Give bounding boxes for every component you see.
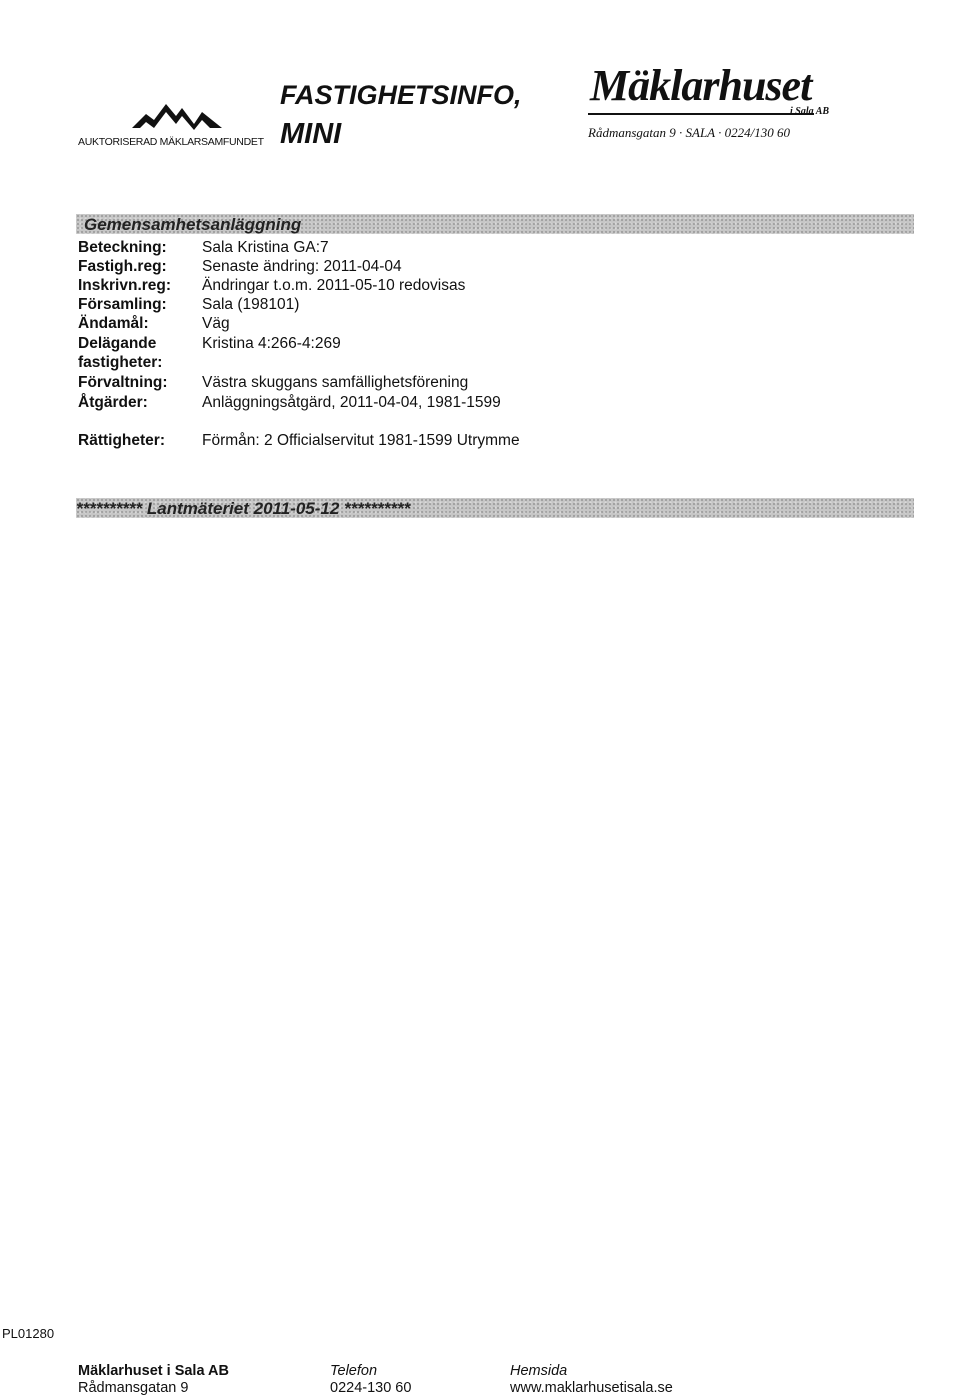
footer-web-label: Hemsida [510, 1363, 568, 1379]
info-row [78, 257, 918, 277]
footer-web-link[interactable]: www.maklarhusetisala.se [510, 1380, 673, 1396]
info-label: Åtgärder: [78, 394, 148, 411]
footer-phone-label: Telefon [330, 1363, 378, 1379]
section-title-bar [76, 214, 914, 234]
document-title: FASTIGHETSINFO, [280, 80, 522, 110]
info-row [78, 314, 918, 334]
footer-web [510, 1363, 673, 1397]
rights-value: Förmån: 2 Officialservitut 1981-1599 Utrymme [202, 432, 520, 449]
footer-phone-value: 0224-130 60 [330, 1380, 412, 1396]
footer-company-name: Mäklarhuset i Sala AB [78, 1363, 229, 1379]
info-row [78, 276, 918, 296]
info-label: fastigheter: [78, 354, 163, 371]
brand-address: Rådmansgatan 9 · SALA · 0224/130 60 [588, 125, 790, 140]
info-row [78, 393, 918, 413]
info-row [78, 334, 918, 354]
section-title: Gemensamhetsanläggning [84, 215, 302, 234]
footer-phone [330, 1363, 411, 1397]
info-row [78, 353, 918, 373]
info-value: Ändringar t.o.m. 2011-05-10 redovisas [202, 277, 466, 294]
brand-logo-text: Mäklarhuset [590, 61, 812, 110]
info-value: Sala (198101) [202, 296, 300, 313]
info-label: Delägande [78, 335, 157, 352]
info-value: Senaste ändring: 2011-04-04 [202, 258, 402, 275]
info-label: Förvaltning: [78, 374, 168, 391]
info-row [78, 295, 918, 315]
source-text: ********** Lantmäteriet 2011-05-12 ********** [76, 499, 411, 518]
brand-rule [588, 113, 814, 115]
info-row [78, 373, 918, 393]
footer-company-address: Rådmansgatan 9 [78, 1380, 189, 1396]
info-value: Anläggningsåtgärd, 2011-04-04, 1981-1599 [202, 394, 501, 411]
brand-sub: i Sala AB [790, 106, 830, 117]
document-subtitle: MINI [280, 118, 342, 150]
info-value: Kristina 4:266-4:269 [202, 335, 341, 352]
rights-label: Rättigheter: [78, 432, 165, 449]
info-label: Inskrivn.reg: [78, 277, 172, 294]
rights-row [78, 431, 918, 451]
org-name: AUKTORISERAD MÄKLARSAMFUNDET [78, 136, 264, 148]
info-label: Fastigh.reg: [78, 258, 167, 275]
page-code: PL01280 [2, 1326, 55, 1341]
info-value: Väg [202, 315, 230, 332]
samfundet-logo-icon [132, 98, 222, 132]
info-label: Beteckning: [78, 239, 167, 256]
info-row [78, 238, 918, 258]
info-value: Sala Kristina GA:7 [202, 239, 329, 256]
info-label: Ändamål: [78, 315, 149, 332]
info-label: Församling: [78, 296, 167, 313]
source-bar [76, 498, 914, 518]
info-value: Västra skuggans samfällighetsförening [202, 374, 469, 391]
footer-company [78, 1363, 229, 1397]
